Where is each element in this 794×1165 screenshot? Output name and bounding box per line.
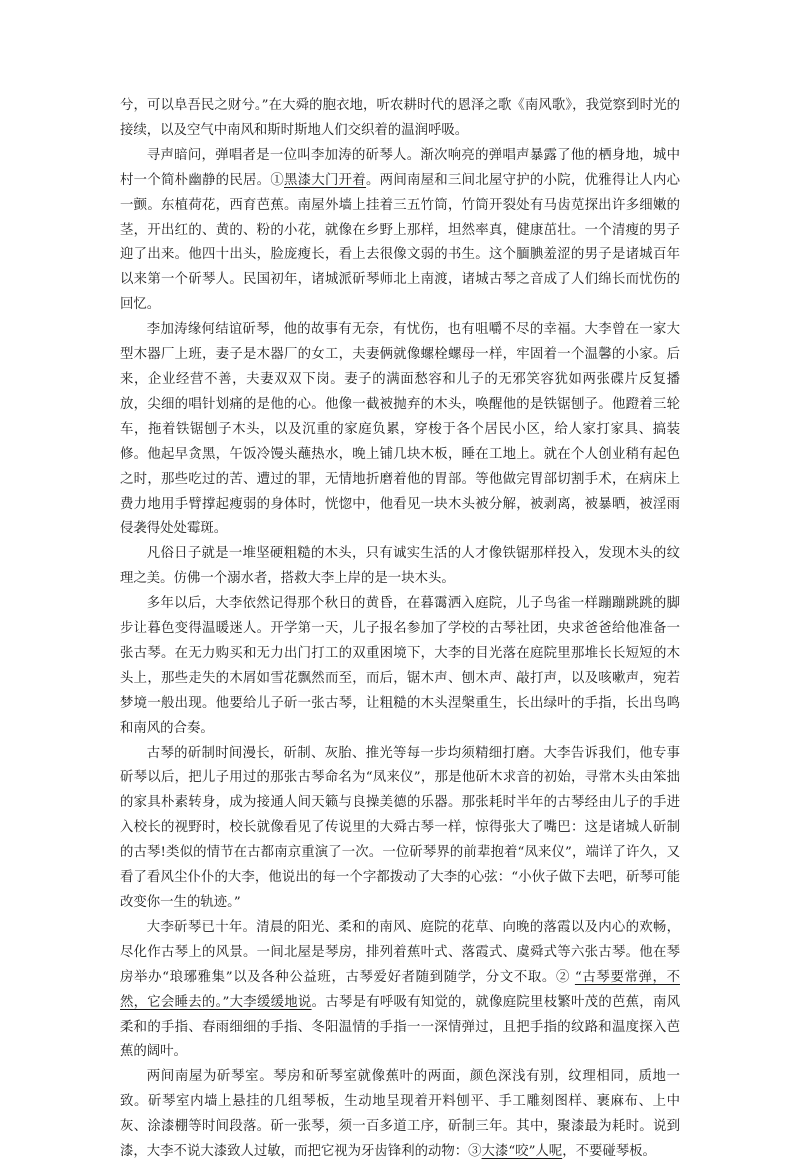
paragraph-text: 。古琴是有呼吸有知觉的，就像庭院里枝繁叶茂的芭蕉，南风柔和的手指、春雨细细的手指、冬阳温情的手指一一深情弹过，且把手指的纹路和温度探入芭蕉的阔叶。: [120, 994, 680, 1060]
article-body: [120, 94, 680, 1165]
paragraph-4: [120, 542, 680, 592]
paragraph-text: 凡俗日子就是一堆坚硬粗糙的木头，只有诚实生活的人才像铁锯那样投入，发现木头的纹理之美。仿佛一个溺水者，搭救大李上岸的是一块木头。: [120, 546, 680, 587]
paragraph-text: 古琴的斫制时间漫长，斫制、灰胎、推光等每一步均须精细打磨。大李告诉我们，他专事斫琴以后，把儿子用过的那张古琴命名为“凤来仪”，那是他斫木求音的初始，寻常木头由笨拙的家具朴素转身，成为接通人间天籁与良操美德的乐器。那张耗时半年的古琴经由儿子的手进入校长的视野时，校长就像看见了传说里的大舜古琴一样，惊得张大了嘴巴：这是诸城人斫制的古琴!类似的情节在古都南京重演了一次。一位斫琴界的前辈抱着“凤来仪”，端详了许久，又看了看风尘仆仆的大李，他说出的每一个字都拨动了大李的心弦：“小伙子做下去吧，斫琴可能改变你一生的轨迹。”: [120, 745, 680, 910]
paragraph-text: ，不要碰琴板。: [562, 1144, 656, 1160]
paragraph-8: [120, 1065, 680, 1165]
paragraph-6: [120, 742, 680, 916]
paragraph-3: [120, 318, 680, 542]
paragraph-text: 寻声暗问，弹唱者是一位叫李加涛的斫琴人。渐次响亮的弹唱声暴露了他的栖身地，城中村一个简朴幽静的民居。①: [120, 147, 680, 188]
paragraph-text: 两间南屋为斫琴室。琴房和斫琴室就像蕉叶的两面，颜色深浅有别，纹理相同，质地一致。斫琴室内墙上悬挂的几组琴板，生动地呈现着开料刨平、手工雕刻图样、裹麻布、上中灰、涂漆棚等时间段落。斫一张琴，须一百多道工序，斫制三年。其中，聚漆最为耗时。说到漆，大李不说大漆致人过敏，而把它视为牙齿锋利的动物：③: [120, 1069, 680, 1160]
paragraph-5: [120, 592, 680, 741]
paragraph-text: 兮，可以阜吾民之财兮。”在大舜的胞衣地，听农耕时代的恩泽之歌《南风歌》，我觉察到时光的接续，以及空气中南风和斯时斯地人们交织着的温润呼吸。: [120, 98, 680, 138]
underlined-sentence-3: 大漆“咬”人呢: [481, 1144, 563, 1160]
paragraph-2: [120, 144, 680, 318]
paragraph-text: 大李斫琴已十年。清晨的阳光、柔和的南风、庭院的花草、向晚的落霞以及内心的欢畅，尽化作古琴上的风景。一间北屋是琴房，排列着蕉叶式、落霞式、虞舜式等六张古琴。他在琴房举办“琅琊雅集”以及各种公益班，古琴爱好者随到随学，分文不取。②: [120, 919, 680, 985]
paragraph-7: [120, 916, 680, 1065]
paragraph-1: [120, 94, 680, 144]
paragraph-text: 多年以后，大李依然记得那个秋日的黄昏，在暮霭洒入庭院，儿子鸟雀一样蹦蹦跳跳的脚步让暮色变得温暖迷人。开学第一天，儿子报名参加了学校的古琴社团，央求爸爸给他准备一张古琴。在无力购买和无力出门打工的双重困境下，大李的目光落在庭院里那堆长长短短的木头上，那些走失的木屑如雪花飘然而至，而后，锯木声、刨木声、敲打声，以及咳嗽声，宛若梦境一般出现。他要给儿子斫一张古琴，让粗糙的木头涅槃重生，长出绿叶的手指，长出鸟鸣和南风的合奏。: [120, 596, 680, 736]
paragraph-text: 。两间南屋和三间北屋守护的小院，优雅得让人内心一颤。东植荷花，西育芭蕉。南屋外墙上挂着三五竹筒，竹筒开裂处有马齿苋探出许多细嫩的茎，开出红的、黄的、粉的小花，就像在乡野上那样，坦然率真，健康茁壮。一个清瘦的男子迎了出来。他四十出头，脸庞瘦长，看上去很像文弱的书生。这个腼腆羞涩的男子是诸城百年以来第一个斫琴人。民国初年，诸城派斫琴师北上南渡，诸城古琴之音成了人们绵长而忧伤的回忆。: [120, 172, 681, 313]
paragraph-text: 李加涛缘何结谊斫琴，他的故事有无奈，有忧伤，也有咀嚼不尽的幸福。大李曾在一家大型木器厂上班，妻子是木器厂的女工，夫妻俩就像螺栓螺母一样，牢固着一个温馨的小家。后来，企业经营不善，夫妻双双下岗。妻子的满面愁容和儿子的无邪笑容犹如两张碟片反复播放，尖细的唱针划痛的是他的心。他像一截被抛弃的木头，唤醒他的是铁锯刨子。他蹬着三轮车，拖着铁锯刨子木头，以及沉重的家庭负累，穿梭于各个居民小区，给人家打家具、搞装修。他起早贪黑，午饭冷馒头蘸热水，晚上铺几块木板，睡在工地上。就在个人创业稍有起色之时，那些吃过的苦、遭过的罪，无情地折磨着他的胃部。等他做完胃部切割手术，在病床上费力地用手臂撑起瘦弱的身体时，恍惚中，他看见一块木头被分解，被剥离，被暴晒，被淫雨侵袭得处处霉斑。: [120, 322, 680, 537]
underlined-sentence-1: 黑漆大门开着: [283, 172, 366, 188]
underlined-sentence-2: “古琴要常弹，不然，它会睡去的。”大李缓缓地说: [120, 969, 680, 1010]
